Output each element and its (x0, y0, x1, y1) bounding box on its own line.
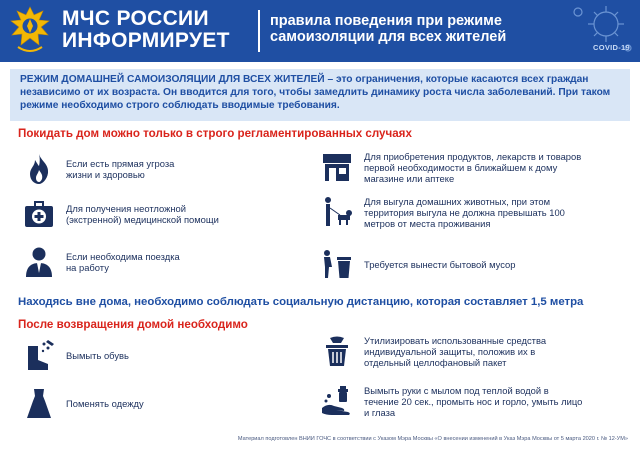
item-text: Если есть прямая угроза жизни и здоровью (66, 158, 175, 180)
shop-icon (320, 150, 354, 184)
intro-highlight: РЕЖИМ ДОМАШНЕЙ САМОИЗОЛЯЦИИ ДЛЯ ВСЕХ ЖИТЕЛЕЙ (20, 74, 325, 85)
item-text: Вымыть обувь (66, 349, 129, 361)
list-item-handwash (320, 384, 620, 418)
list-item-dispose (320, 334, 620, 368)
item-text: Требуется вынести бытовой мусор (364, 258, 516, 270)
item-text: Для получения неотложной (экстренной) медицинской помощи (66, 203, 219, 225)
bin-dispose-icon (320, 334, 354, 368)
header-banner (0, 0, 640, 62)
worker-icon (22, 245, 56, 279)
list-item-medical (22, 197, 302, 231)
mchs-emblem-icon (8, 5, 52, 57)
section2-title: После возвращения домой необходимо (18, 318, 248, 331)
item-text: Если необходима поездка на работу (66, 251, 180, 273)
fire-icon (22, 152, 56, 186)
item-text: Для приобретения продуктов, лекарств и товаров первой необходимости в ближайшем к дому магазине или аптеке (364, 150, 582, 184)
boot-wash-icon (22, 338, 56, 372)
item-text: Для выгула домашних животных, при этом территория выгула не должна превышать 100 метров от места проживания (364, 195, 565, 229)
list-item-threat (22, 152, 302, 186)
dog-walk-icon (320, 195, 354, 229)
item-text: Утилизировать использованные средства индивидуальной защиты, положив их в отдельный целлофановый пакет (364, 334, 547, 368)
section1-title: Покидать дом можно только в строго регламентированных случаях (18, 127, 412, 140)
list-item-shop (320, 150, 620, 184)
list-item-trash (320, 247, 620, 281)
list-item-dog (320, 195, 620, 229)
covid-badge: COVID-19 (593, 43, 630, 52)
item-text: Поменять одежду (66, 397, 144, 409)
hand-wash-icon (320, 384, 354, 418)
first-aid-icon (22, 197, 56, 231)
header-divider (258, 10, 260, 52)
list-item-work (22, 245, 302, 279)
footer-note: Материал подготовлен ВНИИ ГОЧС в соответствии с Указом Мэра Москвы «О внесении изменений в Указ Мэра Москвы от 5 марта 2020 г. № 12-УМ» (237, 436, 628, 442)
list-item-shoes (22, 338, 302, 372)
list-item-clothes (22, 386, 302, 420)
trash-icon (320, 247, 354, 281)
intro-box (10, 69, 630, 121)
intro-text: – это ограничения, которые касаются всех граждан независимо от их возраста. Он вводится для того, чтобы замедлить динамику роста числа заболеваний. При таком режиме необходимо строго соблюдать вводимые требования. (20, 74, 611, 111)
header-title-right: правила поведения при режиме самоизоляции для всех жителей (270, 13, 507, 45)
dress-icon (22, 386, 56, 420)
header-title-left: МЧС РОССИИ ИНФОРМИРУЕТ (62, 7, 230, 52)
item-text: Вымыть руки с мылом под теплой водой в течение 20 сек., промыть нос и горло, умыть лицо и глаза (364, 384, 583, 418)
social-distance-note: Находясь вне дома, необходимо соблюдать социальную дистанцию, которая составляет 1,5 метра (18, 296, 584, 308)
